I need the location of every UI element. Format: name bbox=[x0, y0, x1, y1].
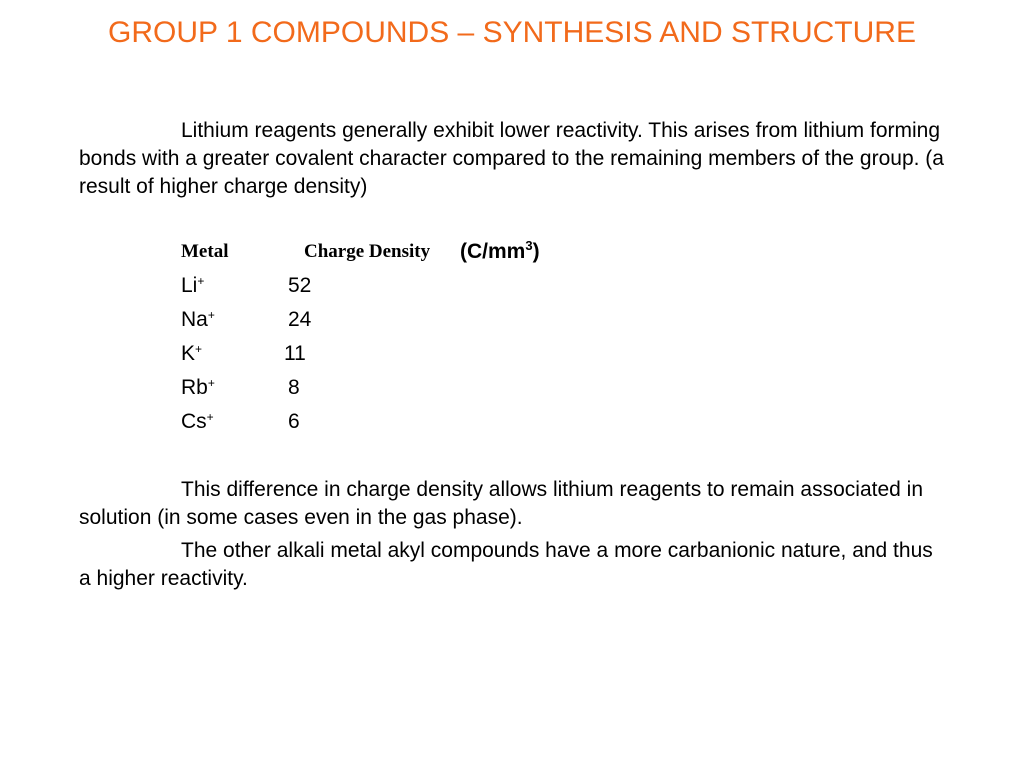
slide-title: GROUP 1 COMPOUNDS – SYNTHESIS AND STRUCTURE bbox=[108, 16, 916, 49]
alkali-metal-paragraph bbox=[79, 537, 949, 593]
intro-paragraph bbox=[79, 117, 949, 201]
intro-paragraph-text: Lithium reagents generally exhibit lower reactivity. This arises from lithium forming bonds with a greater covalent character compared to the remaining members of the group. (a result of higher charge density) bbox=[79, 119, 944, 198]
metal-ion bbox=[181, 340, 202, 368]
metal-ion bbox=[181, 306, 215, 334]
metal-ion bbox=[181, 408, 214, 436]
ion-charge: + bbox=[207, 308, 215, 322]
metal-ion bbox=[181, 272, 204, 300]
header-unit bbox=[460, 238, 540, 266]
charge-density-paragraph-text: This difference in charge density allows lithium reagents to remain associated in solution (in some cases even in the gas phase). bbox=[79, 478, 923, 529]
metal-ion bbox=[181, 374, 215, 402]
charge-density-value: 6 bbox=[288, 410, 300, 433]
charge-density-value: 8 bbox=[288, 376, 300, 399]
header-charge-density: Charge Density bbox=[304, 241, 431, 262]
metal-symbol: Rb bbox=[181, 376, 208, 399]
header-unit-suffix: ) bbox=[532, 240, 540, 263]
metal-symbol: Cs bbox=[181, 410, 207, 433]
metal-symbol: Li bbox=[181, 274, 198, 297]
header-unit-superscript: 3 bbox=[525, 238, 533, 253]
charge-density-value: 52 bbox=[288, 274, 312, 297]
charge-density-paragraph bbox=[79, 476, 949, 532]
header-metal: Metal bbox=[181, 241, 229, 262]
charge-density-value: 11 bbox=[284, 342, 306, 365]
ion-charge: + bbox=[195, 342, 203, 356]
ion-charge: + bbox=[197, 274, 205, 288]
header-unit-prefix: (C/mm bbox=[460, 240, 526, 263]
ion-charge: + bbox=[206, 410, 214, 424]
metal-symbol: K bbox=[181, 342, 196, 365]
ion-charge: + bbox=[207, 376, 215, 390]
charge-density-value: 24 bbox=[288, 308, 312, 331]
alkali-metal-paragraph-text: The other alkali metal akyl compounds have a more carbanionic nature, and thus a higher reactivity. bbox=[79, 539, 933, 590]
metal-symbol: Na bbox=[181, 308, 208, 331]
